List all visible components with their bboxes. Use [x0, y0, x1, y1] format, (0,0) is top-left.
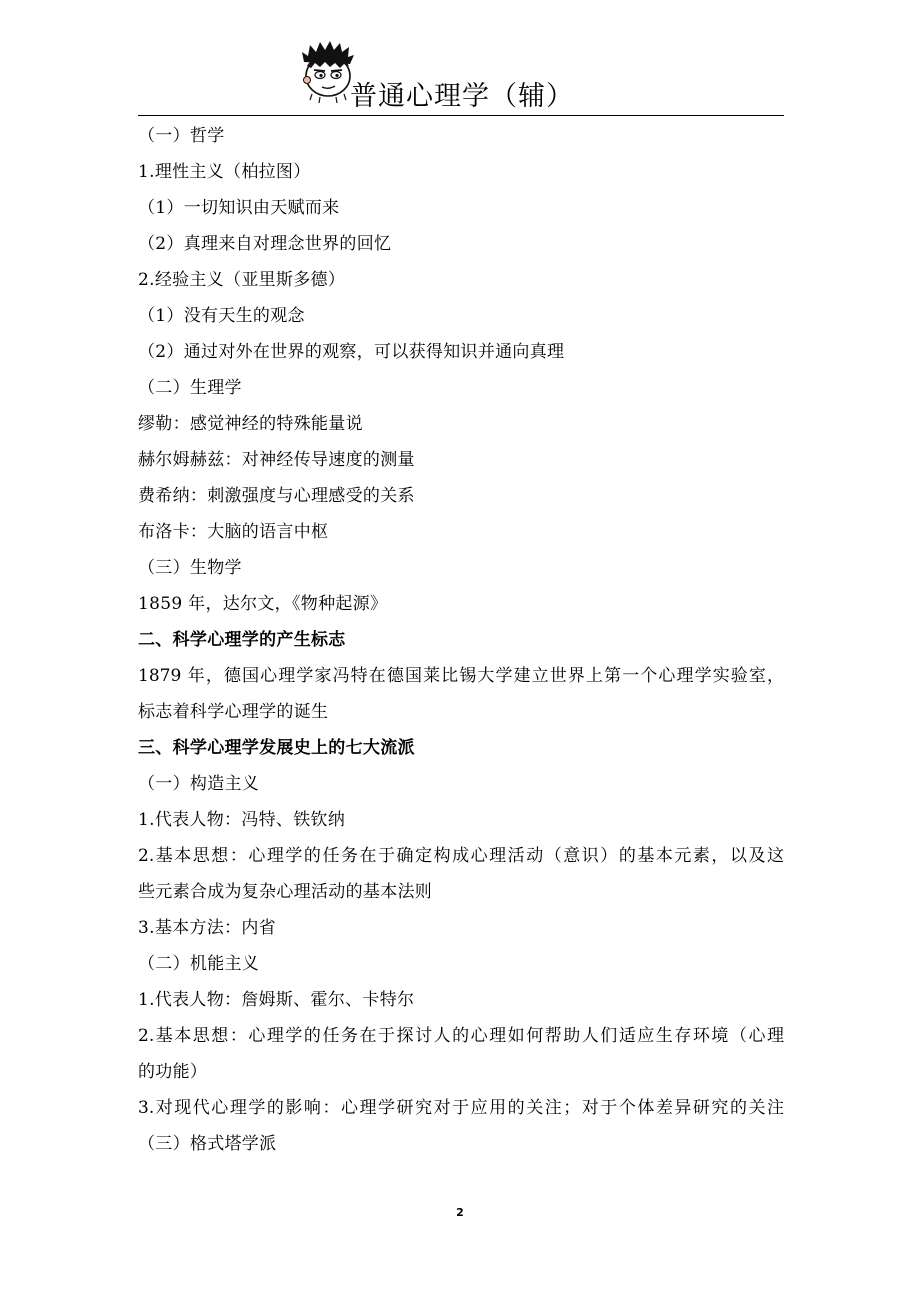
paragraph-line: 标志着科学心理学的诞生 — [138, 702, 329, 722]
text-line: 费希纳：刺激强度与心理感受的关系 — [138, 486, 415, 506]
paragraph-line: 1879 年，德国心理学家冯特在德国莱比锡大学建立世界上第一个心理学实验室， — [138, 666, 784, 686]
chapter-heading: 三、科学心理学发展史上的七大流派 — [138, 738, 415, 758]
list-item: （2）通过对外在世界的观察，可以获得知识并通向真理 — [138, 342, 565, 362]
list-item: （1）一切知识由天赋而来 — [138, 198, 340, 218]
document-body — [138, 118, 784, 1162]
list-item: （2）真理来自对理念世界的回忆 — [138, 234, 392, 254]
chapter-heading: 二、科学心理学的产生标志 — [138, 630, 346, 650]
subsection-item: 1.理性主义（柏拉图） — [138, 162, 311, 182]
section-heading: （三）格式塔学派 — [138, 1134, 277, 1154]
paragraph-line: 3.对现代心理学的影响：心理学研究对于应用的关注；对于个体差异研究的关注 — [138, 1098, 784, 1118]
header-title: 普通心理学（辅） — [350, 81, 574, 112]
subsection-item: 1.代表人物：冯特、铁钦纳 — [138, 810, 346, 830]
subsection-item: 2.经验主义（亚里斯多德） — [138, 270, 346, 290]
paragraph-line: 2.基本思想：心理学的任务在于探讨人的心理如何帮助人们适应生存环境（心理 — [138, 1026, 784, 1046]
section-heading: （三）生物学 — [138, 558, 242, 578]
paragraph-line: 的功能） — [138, 1062, 208, 1082]
text-line: 布洛卡：大脑的语言中枢 — [138, 522, 329, 542]
header-divider — [138, 115, 784, 116]
paragraph-line: 些元素合成为复杂心理活动的基本法则 — [138, 882, 433, 902]
section-heading: （二）生理学 — [138, 378, 242, 398]
page-number: 2 — [456, 1206, 464, 1219]
section-heading: （二）机能主义 — [138, 954, 260, 974]
cartoon-mascot-icon — [298, 40, 356, 104]
section-heading: （一）哲学 — [138, 126, 225, 146]
text-line: 1859 年，达尔文，《物种起源》 — [138, 594, 388, 614]
text-line: 赫尔姆赫兹：对神经传导速度的测量 — [138, 450, 415, 470]
subsection-item: 3.基本方法：内省 — [138, 918, 276, 938]
paragraph-line: 2.基本思想：心理学的任务在于确定构成心理活动（意识）的基本元素，以及这 — [138, 846, 784, 866]
section-heading: （一）构造主义 — [138, 774, 260, 794]
text-line: 缪勒：感觉神经的特殊能量说 — [138, 414, 363, 434]
list-item: （1）没有天生的观念 — [138, 306, 305, 326]
page-header — [138, 38, 784, 116]
subsection-item: 1.代表人物：詹姆斯、霍尔、卡特尔 — [138, 990, 415, 1010]
